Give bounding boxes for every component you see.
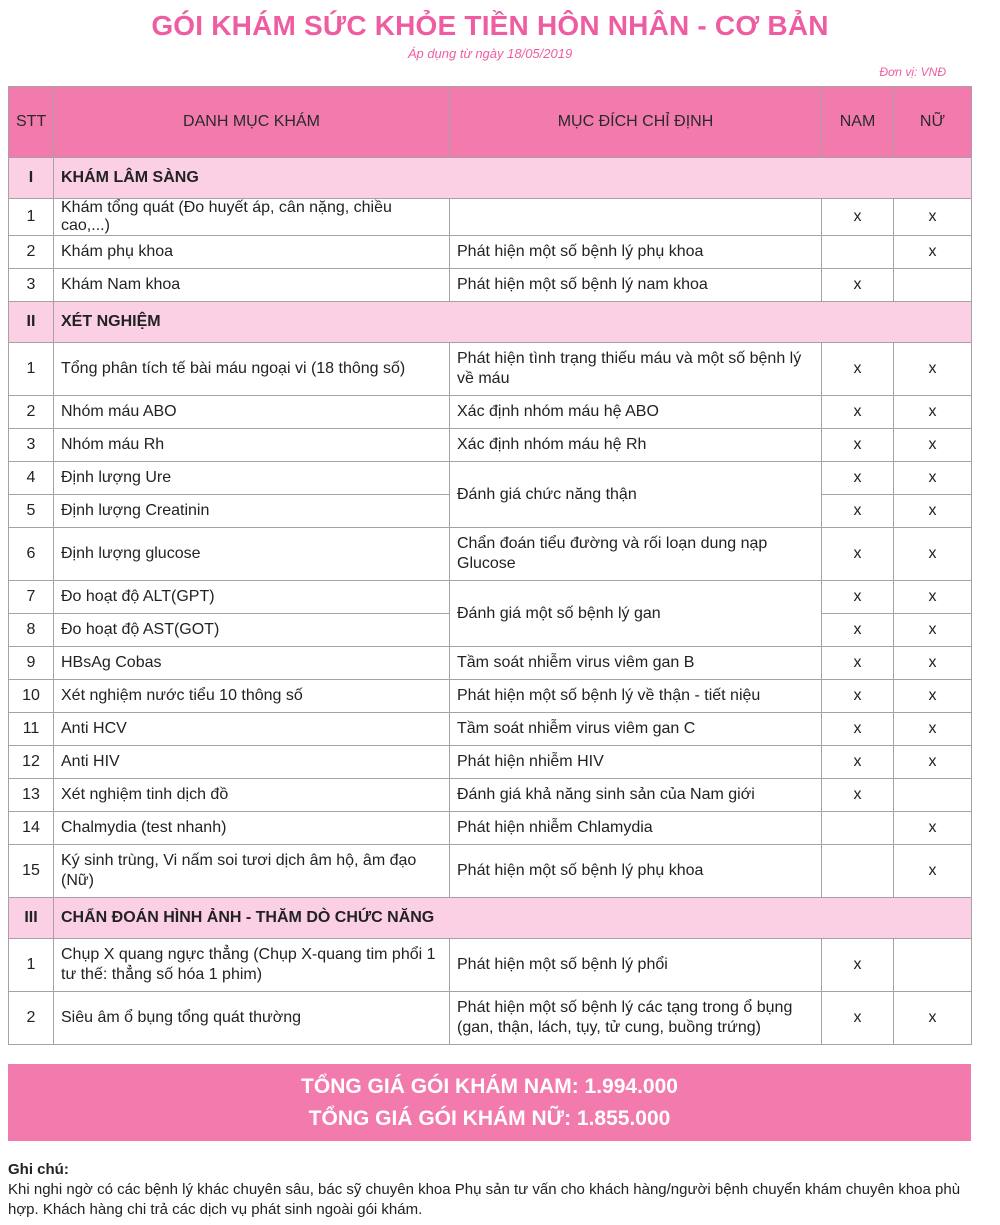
row-item: Anti HIV bbox=[54, 746, 450, 779]
table-row bbox=[9, 528, 972, 581]
row-female-mark: x bbox=[894, 236, 972, 269]
notes-section bbox=[8, 1160, 978, 1220]
row-stt: 8 bbox=[9, 614, 54, 647]
row-male-mark bbox=[822, 845, 894, 898]
effective-date: Áp dụng từ ngày 18/05/2019 bbox=[407, 46, 573, 61]
row-male-mark: x bbox=[822, 528, 894, 581]
row-item: Ký sinh trùng, Vi nấm soi tươi dịch âm hộ, âm đạo (Nữ) bbox=[54, 845, 450, 898]
col-header-male: NAM bbox=[822, 87, 894, 158]
row-male-mark: x bbox=[822, 713, 894, 746]
row-stt: 14 bbox=[9, 812, 54, 845]
row-female-mark: x bbox=[894, 462, 972, 495]
row-purpose: Phát hiện một số bệnh lý phụ khoa bbox=[450, 845, 822, 898]
section-title: XÉT NGHIỆM bbox=[54, 302, 972, 343]
table-row bbox=[9, 680, 972, 713]
row-female-mark: x bbox=[894, 845, 972, 898]
table-row bbox=[9, 713, 972, 746]
row-stt: 3 bbox=[9, 429, 54, 462]
row-male-mark: x bbox=[822, 614, 894, 647]
row-female-mark: x bbox=[894, 199, 972, 236]
row-item: Định lượng Ure bbox=[54, 462, 450, 495]
notes-title: Ghi chú: bbox=[8, 1161, 69, 1178]
row-female-mark: x bbox=[894, 992, 972, 1045]
col-header-item: DANH MỤC KHÁM bbox=[54, 87, 450, 158]
row-stt: 11 bbox=[9, 713, 54, 746]
exam-table bbox=[8, 86, 972, 1045]
row-purpose: Phát hiện một số bệnh lý nam khoa bbox=[450, 269, 822, 302]
row-female-mark: x bbox=[894, 495, 972, 528]
row-stt: 4 bbox=[9, 462, 54, 495]
row-male-mark: x bbox=[822, 680, 894, 713]
section-title: CHẨN ĐOÁN HÌNH ẢNH - THĂM DÒ CHỨC NĂNG bbox=[54, 898, 972, 939]
row-item: Anti HCV bbox=[54, 713, 450, 746]
table-row bbox=[9, 269, 972, 302]
row-male-mark: x bbox=[822, 343, 894, 396]
row-stt: 15 bbox=[9, 845, 54, 898]
table-row bbox=[9, 746, 972, 779]
currency-unit: Đơn vị: VNĐ bbox=[879, 65, 946, 79]
row-male-mark: x bbox=[822, 581, 894, 614]
notes-text: Khi nghi ngờ có các bệnh lý khác chuyên sâu, bác sỹ chuyên khoa Phụ sản tư vấn cho khách hàng/người bệnh chuyển khám chuyên khoa phù hợp. Khách hàng chi trả các dịch vụ phát sinh ngoài gói khám. bbox=[8, 1181, 961, 1218]
col-header-female: NỮ bbox=[894, 87, 972, 158]
table-row bbox=[9, 939, 972, 992]
row-purpose: Đánh giá khả năng sinh sản của Nam giới bbox=[450, 779, 822, 812]
row-stt: 2 bbox=[9, 396, 54, 429]
row-item: Xét nghiệm nước tiểu 10 thông số bbox=[54, 680, 450, 713]
row-item: Khám phụ khoa bbox=[54, 236, 450, 269]
row-female-mark bbox=[894, 779, 972, 812]
row-stt: 12 bbox=[9, 746, 54, 779]
row-item: Xét nghiệm tinh dịch đồ bbox=[54, 779, 450, 812]
row-male-mark bbox=[822, 812, 894, 845]
table-row bbox=[9, 343, 972, 396]
table-row bbox=[9, 992, 972, 1045]
section-number: II bbox=[9, 302, 54, 343]
row-male-mark: x bbox=[822, 939, 894, 992]
row-item: Đo hoạt độ ALT(GPT) bbox=[54, 581, 450, 614]
row-purpose: Phát hiện tình trạng thiếu máu và một số bệnh lý về máu bbox=[450, 343, 822, 396]
table-row bbox=[9, 812, 972, 845]
row-item: Chụp X quang ngực thẳng (Chụp X-quang tim phổi 1 tư thế: thẳng số hóa 1 phim) bbox=[54, 939, 450, 992]
row-stt: 1 bbox=[9, 939, 54, 992]
row-item: Tổng phân tích tế bài máu ngoại vi (18 thông số) bbox=[54, 343, 450, 396]
row-male-mark: x bbox=[822, 429, 894, 462]
row-female-mark: x bbox=[894, 647, 972, 680]
row-male-mark: x bbox=[822, 495, 894, 528]
row-stt: 10 bbox=[9, 680, 54, 713]
row-stt: 5 bbox=[9, 495, 54, 528]
row-female-mark: x bbox=[894, 528, 972, 581]
price-total-banner bbox=[8, 1064, 971, 1141]
row-stt: 6 bbox=[9, 528, 54, 581]
row-purpose: Xác định nhóm máu hệ ABO bbox=[450, 396, 822, 429]
table-row bbox=[9, 581, 972, 614]
row-purpose: Tầm soát nhiễm virus viêm gan C bbox=[450, 713, 822, 746]
row-purpose: Phát hiện nhiễm Chlamydia bbox=[450, 812, 822, 845]
row-item: Khám tổng quát (Đo huyết áp, cân nặng, chiều cao,...) bbox=[54, 199, 450, 236]
total-female-price: TỔNG GIÁ GÓI KHÁM NỮ: 1.855.000 bbox=[308, 1107, 671, 1130]
row-item: HBsAg Cobas bbox=[54, 647, 450, 680]
section-row bbox=[9, 302, 972, 343]
row-male-mark: x bbox=[822, 396, 894, 429]
table-row bbox=[9, 845, 972, 898]
row-item: Định lượng Creatinin bbox=[54, 495, 450, 528]
row-purpose: Phát hiện một số bệnh lý về thận - tiết niệu bbox=[450, 680, 822, 713]
row-male-mark: x bbox=[822, 746, 894, 779]
row-female-mark bbox=[894, 939, 972, 992]
row-female-mark: x bbox=[894, 680, 972, 713]
row-purpose: Đánh giá chức năng thận bbox=[450, 462, 822, 528]
row-female-mark bbox=[894, 269, 972, 302]
col-header-stt: STT bbox=[9, 87, 54, 158]
row-male-mark: x bbox=[822, 992, 894, 1045]
row-female-mark: x bbox=[894, 713, 972, 746]
row-male-mark bbox=[822, 236, 894, 269]
section-number: I bbox=[9, 158, 54, 199]
row-stt: 3 bbox=[9, 269, 54, 302]
row-purpose: Xác định nhóm máu hệ Rh bbox=[450, 429, 822, 462]
row-male-mark: x bbox=[822, 462, 894, 495]
table-row bbox=[9, 236, 972, 269]
row-stt: 1 bbox=[9, 199, 54, 236]
row-stt: 2 bbox=[9, 992, 54, 1045]
section-row bbox=[9, 158, 972, 199]
row-purpose: Phát hiện một số bệnh lý các tạng trong ổ bụng (gan, thận, lách, tụy, tử cung, buồng trứng) bbox=[450, 992, 822, 1045]
row-male-mark: x bbox=[822, 647, 894, 680]
row-female-mark: x bbox=[894, 614, 972, 647]
table-row bbox=[9, 429, 972, 462]
section-number: III bbox=[9, 898, 54, 939]
row-female-mark: x bbox=[894, 581, 972, 614]
row-item: Đo hoạt độ AST(GOT) bbox=[54, 614, 450, 647]
col-header-purpose: MỤC ĐÍCH CHỈ ĐỊNH bbox=[450, 87, 822, 158]
row-female-mark: x bbox=[894, 746, 972, 779]
row-male-mark: x bbox=[822, 779, 894, 812]
section-row bbox=[9, 898, 972, 939]
page-title: GÓI KHÁM SỨC KHỎE TIỀN HÔN NHÂN - CƠ BẢN bbox=[151, 10, 829, 41]
row-item: Định lượng glucose bbox=[54, 528, 450, 581]
row-male-mark: x bbox=[822, 199, 894, 236]
row-item: Chalmydia (test nhanh) bbox=[54, 812, 450, 845]
row-stt: 13 bbox=[9, 779, 54, 812]
row-purpose: Chẩn đoán tiểu đường và rối loạn dung nạp Glucose bbox=[450, 528, 822, 581]
row-stt: 1 bbox=[9, 343, 54, 396]
table-row bbox=[9, 647, 972, 680]
row-stt: 2 bbox=[9, 236, 54, 269]
table-header-row bbox=[9, 87, 972, 158]
row-purpose: Phát hiện nhiễm HIV bbox=[450, 746, 822, 779]
row-female-mark: x bbox=[894, 396, 972, 429]
row-purpose: Đánh giá một số bệnh lý gan bbox=[450, 581, 822, 647]
row-item: Nhóm máu ABO bbox=[54, 396, 450, 429]
table-row bbox=[9, 199, 972, 236]
table-row bbox=[9, 396, 972, 429]
row-purpose: Phát hiện một số bệnh lý phổi bbox=[450, 939, 822, 992]
table-row bbox=[9, 462, 972, 495]
row-purpose bbox=[450, 199, 822, 236]
row-female-mark: x bbox=[894, 812, 972, 845]
row-female-mark: x bbox=[894, 343, 972, 396]
section-title: KHÁM LÂM SÀNG bbox=[54, 158, 972, 199]
total-male-price: TỔNG GIÁ GÓI KHÁM NAM: 1.994.000 bbox=[301, 1075, 678, 1098]
row-female-mark: x bbox=[894, 429, 972, 462]
row-item: Nhóm máu Rh bbox=[54, 429, 450, 462]
row-purpose: Tầm soát nhiễm virus viêm gan B bbox=[450, 647, 822, 680]
row-item: Khám Nam khoa bbox=[54, 269, 450, 302]
row-male-mark: x bbox=[822, 269, 894, 302]
table-row bbox=[9, 779, 972, 812]
row-purpose: Phát hiện một số bệnh lý phụ khoa bbox=[450, 236, 822, 269]
row-item: Siêu âm ổ bụng tổng quát thường bbox=[54, 992, 450, 1045]
row-stt: 7 bbox=[9, 581, 54, 614]
row-stt: 9 bbox=[9, 647, 54, 680]
